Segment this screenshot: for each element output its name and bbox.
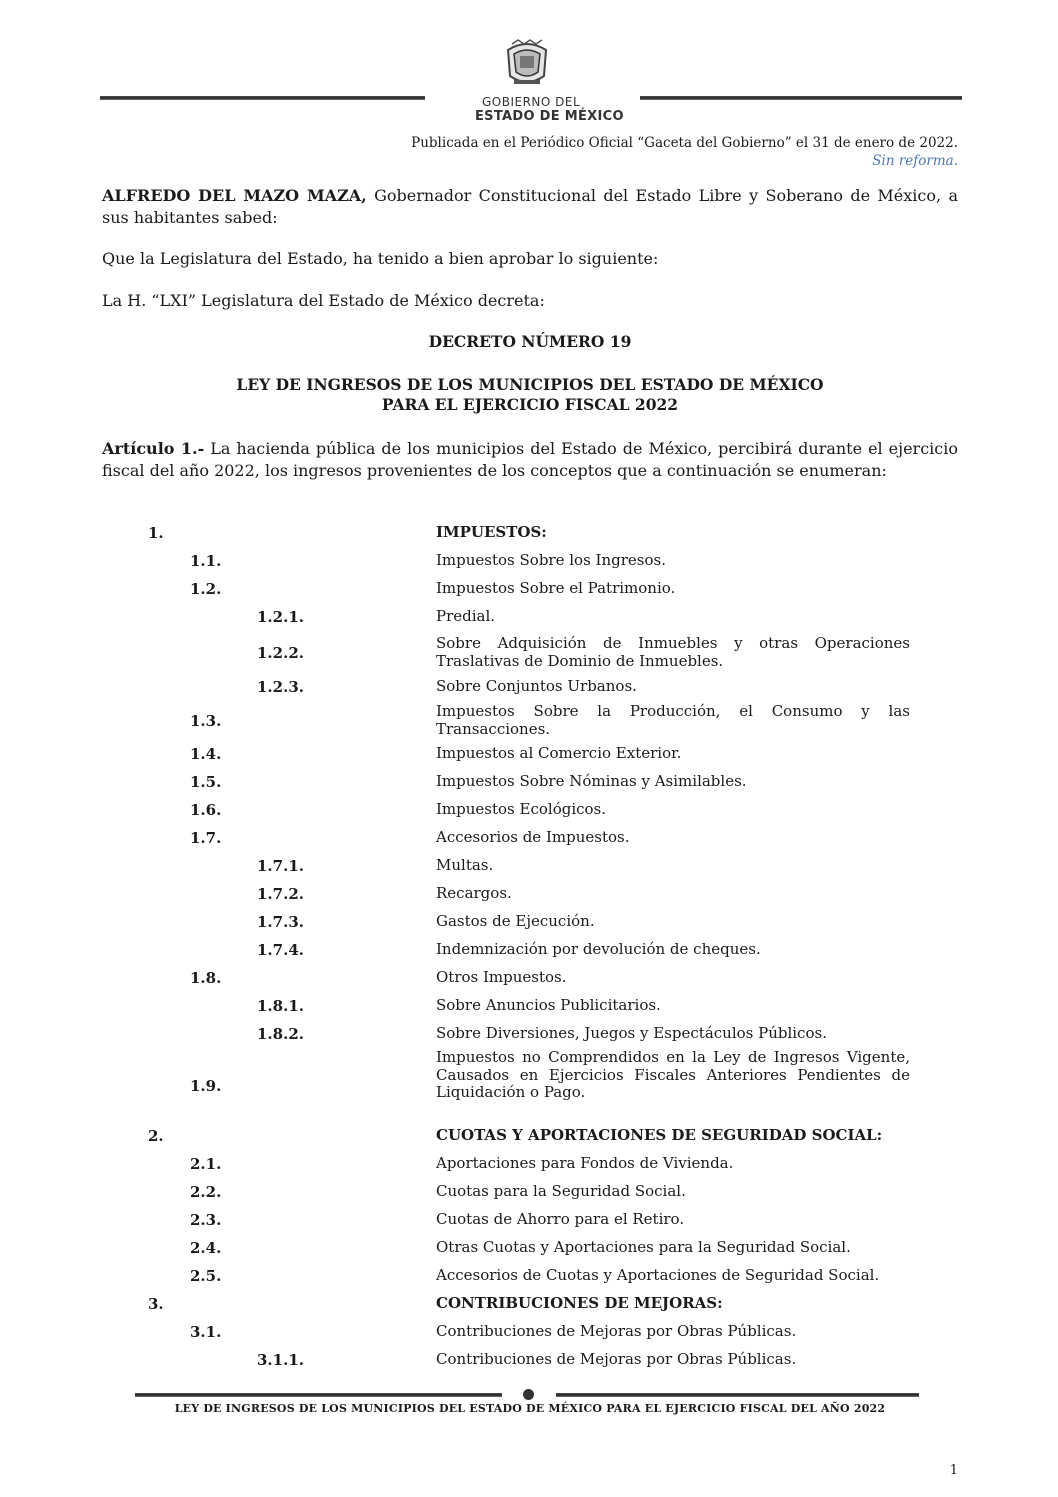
law-title-line-1: LEY DE INGRESOS DE LOS MUNICIPIOS DEL ESTADO DE MÉXICO <box>236 375 824 394</box>
legislature-paragraph: Que la Legislatura del Estado, ha tenido a bien aprobar lo siguiente: <box>102 249 659 268</box>
article-label: Artículo 1.- <box>102 439 205 458</box>
item-text: Impuestos Sobre los Ingresos. <box>436 551 666 569</box>
item-text: Impuestos Sobre la Producción, el Consumo y las Transacciones. <box>436 702 910 738</box>
item-text: CUOTAS Y APORTACIONES DE SEGURIDAD SOCIAL: <box>436 1126 883 1144</box>
item-text: Impuestos Sobre Nóminas y Asimilables. <box>436 772 747 790</box>
item-number: 1.1. <box>190 552 222 570</box>
item-text: Impuestos Ecológicos. <box>436 800 607 818</box>
item-text: IMPUESTOS: <box>436 523 547 541</box>
item-number: 1.8. <box>190 969 222 987</box>
item-text: Indemnización por devolución de cheques. <box>436 940 761 958</box>
item-number: 2.3. <box>190 1211 222 1229</box>
header-rule-left <box>100 96 425 100</box>
decree-paragraph: La H. “LXI” Legislatura del Estado de México decreta: <box>102 291 545 310</box>
item-text: Recargos. <box>436 884 512 902</box>
footer-dot-icon <box>523 1389 534 1400</box>
page-number: 1 <box>949 1463 958 1478</box>
item-text: Accesorios de Cuotas y Aportaciones de Seguridad Social. <box>436 1266 880 1284</box>
law-title-line-2: PARA EL EJERCICIO FISCAL 2022 <box>381 395 679 414</box>
item-text: Sobre Adquisición de Inmuebles y otras Operaciones Traslativas de Dominio de Inmuebles. <box>436 634 910 670</box>
item-text: Contribuciones de Mejoras por Obras Públicas. <box>436 1350 797 1368</box>
item-text: Multas. <box>436 856 494 874</box>
item-number: 3.1.1. <box>257 1351 304 1369</box>
item-text: Cuotas para la Seguridad Social. <box>436 1182 686 1200</box>
reform-status: Sin reforma. <box>872 153 958 169</box>
item-text: Impuestos no Comprendidos en la Ley de Ingresos Vigente, Causados en Ejercicios Fiscales Anteriores Pendientes de Liquidación o Pago. <box>436 1048 910 1101</box>
item-number: 1.4. <box>190 745 222 763</box>
item-text: Sobre Anuncios Publicitarios. <box>436 996 661 1014</box>
coat-of-arms-icon <box>500 36 554 90</box>
footer-title: LEY DE INGRESOS DE LOS MUNICIPIOS DEL ESTADO DE MÉXICO PARA EL EJERCICIO FISCAL DEL AÑO 2022 <box>174 1402 886 1415</box>
item-number: 1.9. <box>190 1077 222 1095</box>
governor-paragraph <box>102 185 958 229</box>
footer-rule-right <box>556 1393 919 1397</box>
item-text: Sobre Conjuntos Urbanos. <box>436 677 637 695</box>
decree-number: DECRETO NÚMERO 19 <box>428 332 632 351</box>
item-number: 1.7.1. <box>257 857 304 875</box>
governor-name: ALFREDO DEL MAZO MAZA, <box>102 186 367 205</box>
item-number: 1.2. <box>190 580 222 598</box>
item-text: Contribuciones de Mejoras por Obras Públicas. <box>436 1322 797 1340</box>
header-rule-right <box>640 96 962 100</box>
item-number: 2. <box>148 1127 164 1145</box>
item-text: Impuestos Sobre el Patrimonio. <box>436 579 676 597</box>
item-number: 1.2.2. <box>257 644 304 662</box>
article-1 <box>102 438 958 482</box>
item-text: Predial. <box>436 607 496 625</box>
item-number: 1.7.3. <box>257 913 304 931</box>
item-number: 1.6. <box>190 801 222 819</box>
gov-line-2: ESTADO DE MÉXICO <box>475 109 624 124</box>
item-text: CONTRIBUCIONES DE MEJORAS: <box>436 1294 723 1312</box>
item-number: 1.2.1. <box>257 608 304 626</box>
item-number: 2.5. <box>190 1267 222 1285</box>
item-text: Impuestos al Comercio Exterior. <box>436 744 682 762</box>
item-text: Gastos de Ejecución. <box>436 912 595 930</box>
item-number: 1.3. <box>190 712 222 730</box>
item-number: 1. <box>148 524 164 542</box>
footer-rule-left <box>135 1393 502 1397</box>
item-text: Cuotas de Ahorro para el Retiro. <box>436 1210 685 1228</box>
item-number: 1.7. <box>190 829 222 847</box>
item-text: Aportaciones para Fondos de Vivienda. <box>436 1154 734 1172</box>
article-text: La hacienda pública de los municipios del Estado de México, percibirá durante el ejercicio fiscal del año 2022, los ingresos provenientes de los conceptos que a continuación se enumeran: <box>102 439 958 480</box>
item-number: 1.8.1. <box>257 997 304 1015</box>
publication-text: Publicada en el Periódico Oficial “Gaceta del Gobierno” el 31 de enero de 2022. <box>411 135 958 151</box>
item-number: 1.8.2. <box>257 1025 304 1043</box>
item-number: 2.4. <box>190 1239 222 1257</box>
item-number: 2.2. <box>190 1183 222 1201</box>
item-text: Otras Cuotas y Aportaciones para la Seguridad Social. <box>436 1238 851 1256</box>
item-number: 1.5. <box>190 773 222 791</box>
item-text: Otros Impuestos. <box>436 968 567 986</box>
item-number: 1.7.4. <box>257 941 304 959</box>
item-number: 1.2.3. <box>257 678 304 696</box>
item-text: Sobre Diversiones, Juegos y Espectáculos Públicos. <box>436 1024 827 1042</box>
item-number: 1.7.2. <box>257 885 304 903</box>
item-number: 3. <box>148 1295 164 1313</box>
publication-note <box>411 134 958 170</box>
governor-text: Gobernador Constitucional del Estado Libre y Soberano de México, a sus habitantes sabed: <box>102 186 958 227</box>
gov-line-1: GOBIERNO DEL <box>482 95 581 109</box>
item-number: 3.1. <box>190 1323 222 1341</box>
item-number: 2.1. <box>190 1155 222 1173</box>
item-text: Accesorios de Impuestos. <box>436 828 630 846</box>
